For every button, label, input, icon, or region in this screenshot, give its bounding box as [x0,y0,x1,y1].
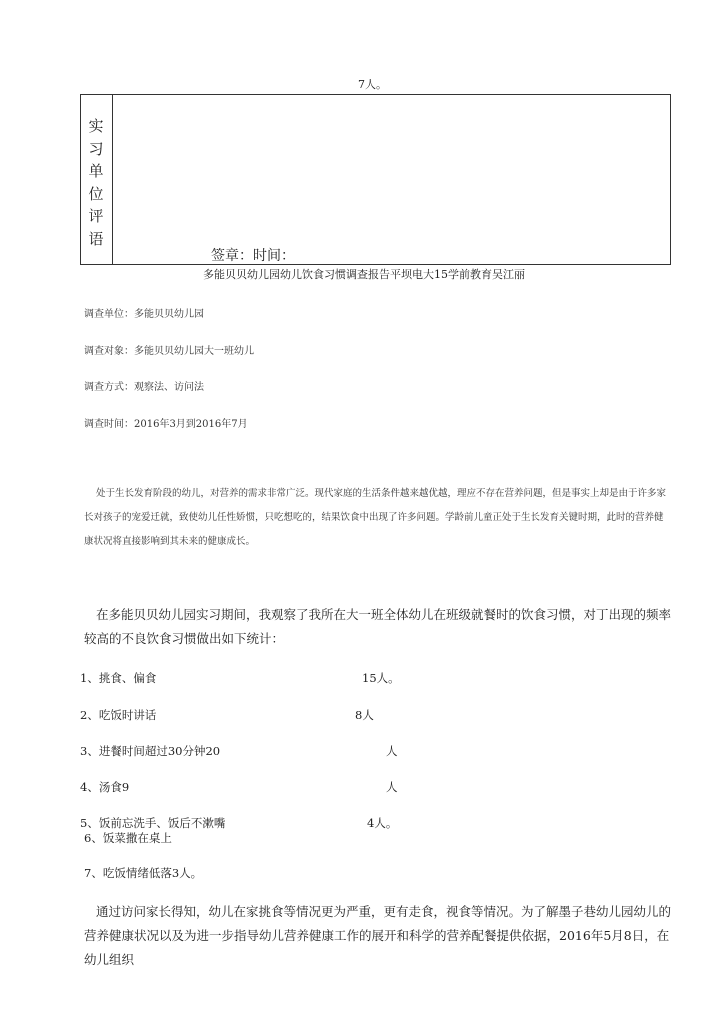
evaluation-label-cell [81,95,113,264]
habit-item-label: 1、挑食、偏食 [80,671,157,685]
habit-item-count: 人 [386,744,398,758]
habit-item-count: 4人。 [367,816,398,830]
habit-item-label: 6、饭菜撒在桌上 [84,831,172,845]
closing-paragraph: 通过访问家长得知，幼儿在家挑食等情况更为严重，更有走食，视食等情况。为了解墨子巷幼儿园幼儿的营养健康状况以及为进一步指导幼儿营养健康工作的展开和科学的营养配餐提供依据，2016年5月8日，在幼儿组织 [84,904,672,967]
habit-item-count: 人 [386,780,398,794]
habit-item-label: 4、汤食9 [80,780,130,794]
intro-paragraph: 处于生长发育阶段的幼儿，对营养的需求非常广泛。现代家庭的生活条件越来越优越，理应不存在营养问题，但是事实上却是由于许多家长对孩子的宠爱迁就，致使幼儿任性娇惯，只吃想吃的，结果饮食中出现了许多问题。学龄前儿童正处于生长发育关键时期，此时的营养健康状况将直接影响到其未来的健康成长。 [84,488,667,547]
observation-paragraph: 在多能贝贝幼儿园实习期间，我观察了我所在大一班全体幼儿在班级就餐时的饮食习惯，对丁出现的频率较高的不良饮食习惯做出如下统计： [84,607,672,646]
habit-item-label: 5、饭前忘洗手、饭后不漱嘴 [80,816,226,830]
signature-time: 签章：时间： [211,248,295,264]
report-title: 多能贝贝幼儿园幼儿饮食习惯调查报告平坝电大15学前教育吴江丽 [203,268,525,281]
survey-object: 调查对象：多能贝贝幼儿园大一班幼儿 [84,346,254,357]
habit-item-label: 3、进餐时间超过30分钟20 [80,744,221,758]
survey-method: 调查方式：观察法、访问法 [84,382,204,393]
survey-unit: 调查单位：多能贝贝幼儿园 [84,309,204,320]
evaluation-table [80,94,671,265]
habit-item-count: 15人。 [362,671,400,685]
evaluation-label: 实习单位评语 [88,117,104,248]
previous-page-count: 7人。 [358,78,387,91]
habit-item-label: 7、吃饭情绪低落3人。 [84,866,203,880]
habit-item-label: 2、吃饭时讲话 [80,708,157,722]
habit-item-count: 8人 [355,708,374,722]
survey-time: 调查时间：2016年3月到2016年7月 [84,419,248,430]
